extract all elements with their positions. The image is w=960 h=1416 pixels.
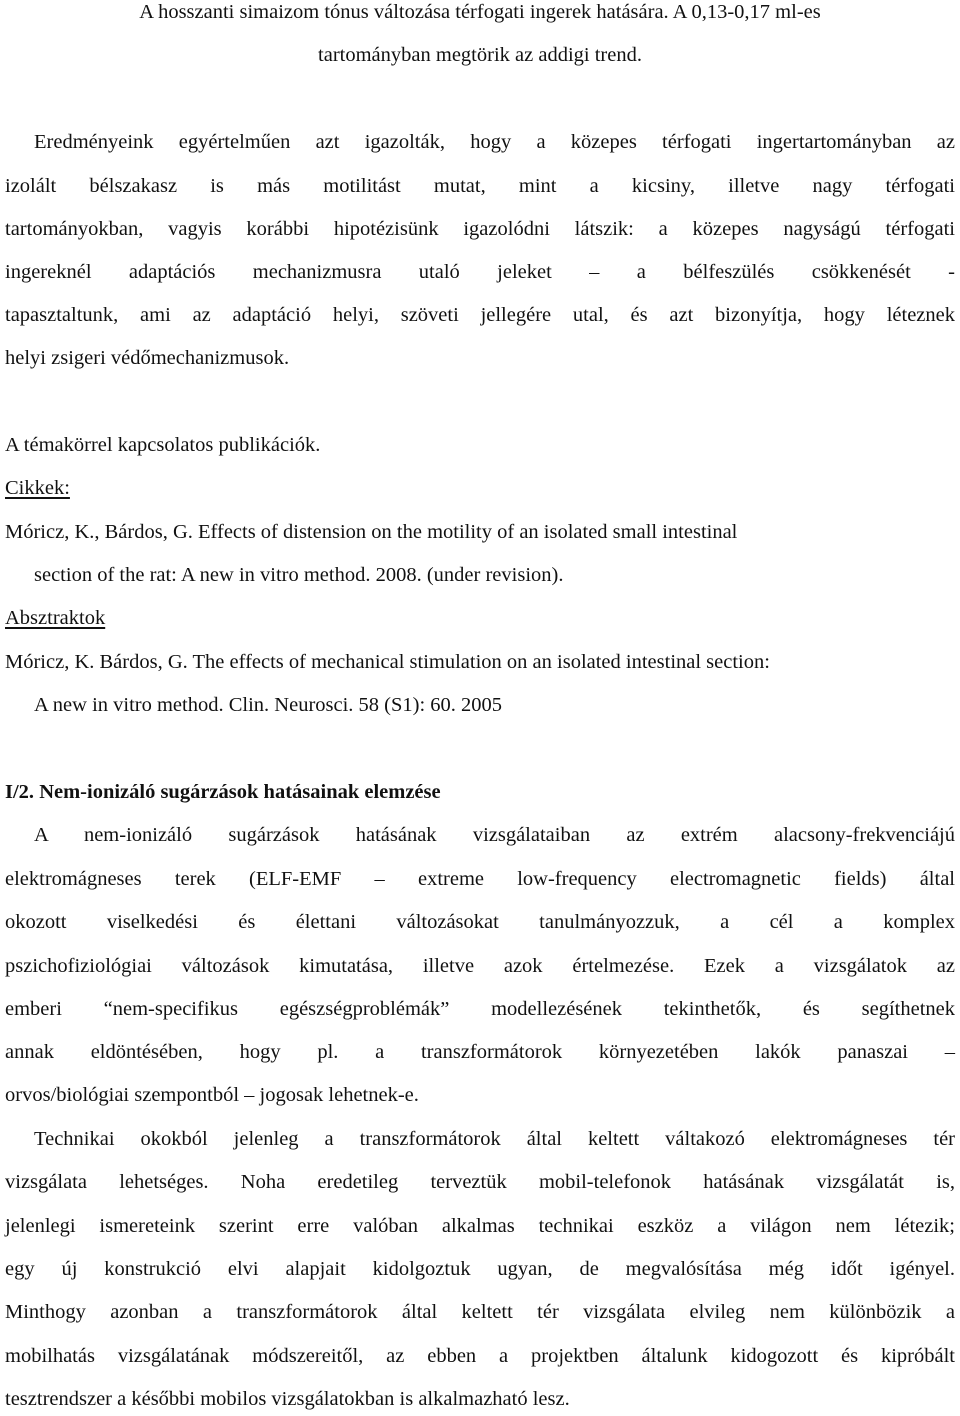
para2-line-5: Minthogy azonban a transzformátorok által keltett tér vizsgálata elvileg nem különbözik a: [5, 1301, 955, 1323]
para1-line-6: annak eldöntésében, hogy pl. a transzformátorok környezetében lakók panaszai –: [5, 1041, 955, 1063]
intro-line-2: tartományban megtörik az addigi trend.: [318, 44, 642, 66]
results-line-1: Eredményeink egyértelműen azt igazolták, hogy a közepes térfogati ingertartományban az: [34, 131, 955, 153]
para1-line-2: elektromágneses terek (ELF-EMF – extreme low-frequency electromagnetic fields) által: [5, 868, 955, 890]
article-citation-line-2: section of the rat: A new in vitro method. 2008. (under revision).: [34, 564, 564, 586]
para2-line-6: mobilhatás vizsgálatának módszereitől, az ebben a projektben általunk kidogozott és kipróbált: [5, 1345, 955, 1367]
para2-line-7: tesztrendszer a későbbi mobilos vizsgálatokban is alkalmazható lesz.: [5, 1388, 570, 1410]
para1-line-1: A nem-ionizáló sugárzások hatásának vizsgálataiban az extrém alacsony-frekvenciájú: [34, 824, 955, 846]
results-line-5: tapasztaltunk, ami az adaptáció helyi, szöveti jellegére utal, és azt bizonyítja, hogy léteznek: [5, 304, 955, 326]
results-line-3: tartományokban, vagyis korábbi hipotézisünk igazolódni látszik: a közepes nagyságú térfogati: [5, 218, 955, 240]
para2-line-1: Technikai okokból jelenleg a transzformátorok által keltett váltakozó elektromágneses tér: [34, 1128, 955, 1150]
para2-line-4: egy új konstrukció elvi alapjait kidolgoztuk ugyan, de megvalósítása még időt igényel.: [5, 1258, 955, 1280]
results-line-4: ingereknél adaptációs mechanizmusra utaló jeleket – a bélfeszülés csökkenését -: [5, 261, 955, 283]
section-title: Nem-ionizáló sugárzások hatásainak elemzése: [39, 781, 441, 803]
articles-label: Cikkek:: [5, 477, 70, 499]
para2-line-2: vizsgálata lehetséges. Noha eredetileg terveztük mobil-telefonok hatásának vizsgálatát is,: [5, 1171, 955, 1193]
para2-line-3: jelenlegi ismereteink szerint erre valóban alkalmas technikai eszköz a világon nem létezik;: [5, 1215, 955, 1237]
section-heading: [5, 782, 960, 803]
para1-line-3: okozott viselkedési és élettani változásokat tanulmányozzuk, a cél a komplex: [5, 911, 955, 933]
article-citation-line-1: Móricz, K., Bárdos, G. Effects of distension on the motility of an isolated small intestinal: [5, 521, 738, 543]
para1-line-5: emberi “nem-specifikus egészségproblémák” modellezésének tekinthetők, és segíthetnek: [5, 998, 955, 1020]
results-line-6: helyi zsigeri védőmechanizmusok.: [5, 347, 290, 369]
section-number: I/2.: [5, 781, 35, 803]
para1-line-7: orvos/biológiai szempontból – jogosak lehetnek-e.: [5, 1084, 419, 1106]
publications-heading: A témakörrel kapcsolatos publikációk.: [5, 434, 321, 456]
abstracts-label: Absztraktok: [5, 607, 106, 629]
abstract-citation-line-1: Móricz, K. Bárdos, G. The effects of mechanical stimulation on an isolated intestinal section:: [5, 651, 770, 673]
abstract-citation-line-2: A new in vitro method. Clin. Neurosci. 58 (S1): 60. 2005: [34, 694, 503, 716]
results-line-2: izolált bélszakasz is más motilitást mutat, mint a kicsiny, illetve nagy térfogati: [5, 175, 955, 197]
intro-line-1: A hosszanti simaizom tónus változása térfogati ingerek hatására. A 0,13-0,17 ml-es: [139, 1, 821, 23]
para1-line-4: pszichofiziológiai változások kimutatása, illetve azok értelmezése. Ezek a vizsgálatok az: [5, 955, 955, 977]
